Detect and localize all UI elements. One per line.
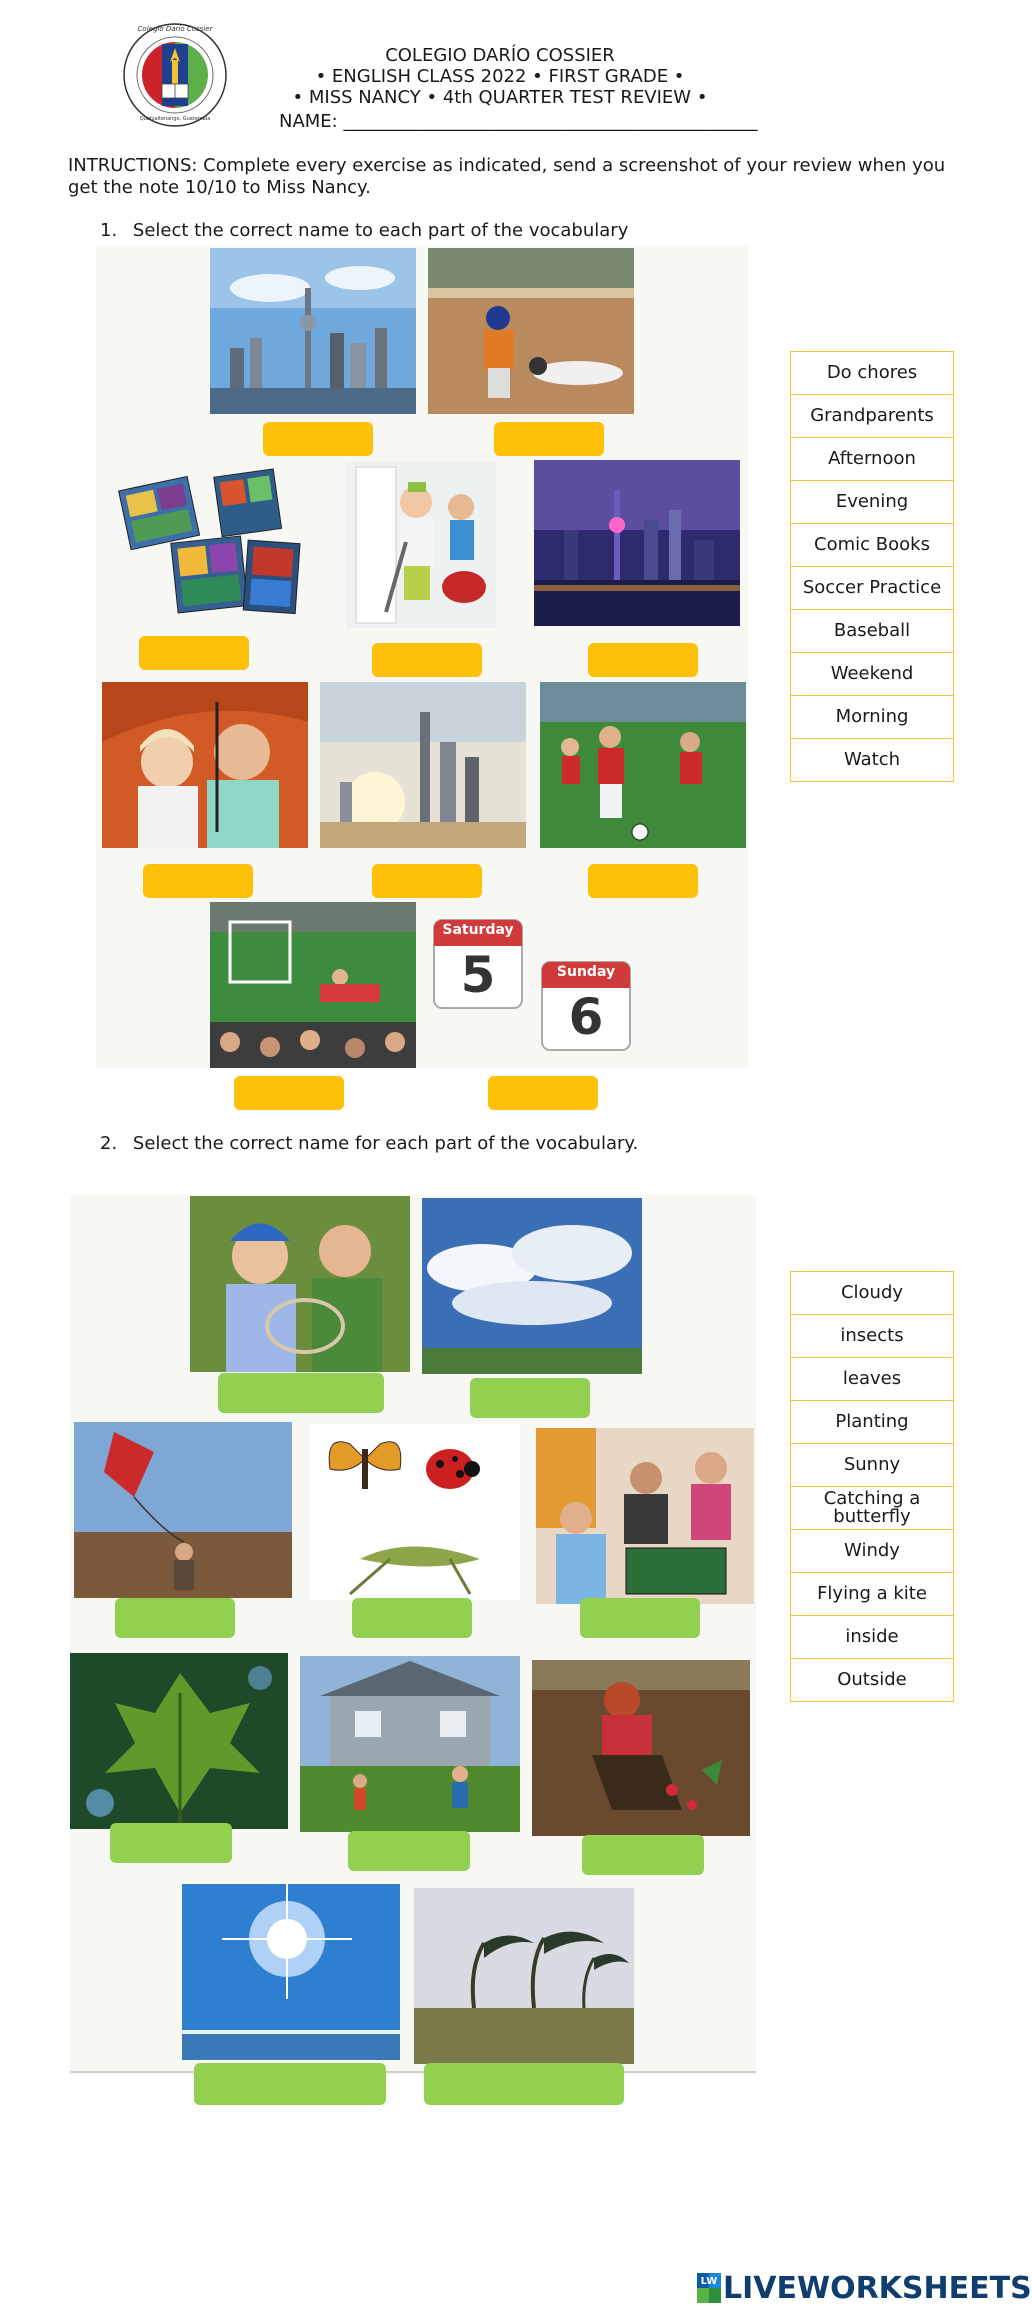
answer-slot-1-5[interactable]: [588, 643, 698, 677]
section1-prompt-text: Select the correct name to each part of the vocabulary: [132, 220, 629, 241]
answer-slot-2-8[interactable]: [582, 1835, 704, 1875]
word-bank-2-option[interactable]: inside: [791, 1616, 953, 1659]
logo-caption: [122, 22, 228, 128]
answer-slot-2-1[interactable]: [218, 1373, 384, 1413]
name-label: NAME:: [279, 111, 344, 132]
section1-prompt: [100, 220, 700, 241]
answer-slot-1-6[interactable]: [143, 864, 253, 898]
word-bank-1-option[interactable]: Do chores: [791, 352, 953, 395]
photo-outside-yard: [300, 1656, 520, 1832]
section2-prompt-text: Select the correct name for each part of the vocabulary.: [132, 1133, 639, 1154]
photo-windy-palms: [414, 1888, 634, 2064]
word-bank-1-option[interactable]: Watch: [843, 749, 901, 770]
photo-soccer-match: [210, 902, 416, 1068]
school-name: COLEGIO DARÍO COSSIER: [385, 45, 615, 66]
calendar-saturday-num: 5: [460, 946, 496, 1004]
answer-slot-2-4[interactable]: [352, 1598, 472, 1638]
photo-inside-game: [536, 1428, 754, 1604]
answer-slot-1-1[interactable]: [263, 422, 373, 456]
word-bank-2-option[interactable]: Cloudy: [791, 1272, 953, 1315]
word-bank-2-option[interactable]: leaves: [791, 1358, 953, 1401]
word-bank-2-option[interactable]: Catching a butterfly: [791, 1487, 953, 1530]
word-bank-2-option[interactable]: insects: [791, 1315, 953, 1358]
word-bank-1-option[interactable]: Grandparents: [791, 395, 953, 438]
photo-catching-butterfly: [190, 1196, 410, 1372]
word-bank-2-option[interactable]: Sunny: [791, 1444, 953, 1487]
section2-scan-edge: [70, 2071, 756, 2073]
photo-flying-kite: [74, 1422, 292, 1598]
liveworksheets-brand: LIVEWORKSHEETS: [723, 2270, 1032, 2306]
answer-slot-2-5[interactable]: [580, 1598, 700, 1638]
calendar-sunday: [540, 960, 632, 1052]
header-block: [230, 45, 770, 108]
word-bank-2-option[interactable]: Windy: [791, 1530, 953, 1573]
word-bank-1-option[interactable]: Morning: [791, 696, 953, 739]
header-line-3: • MISS NANCY • 4th QUARTER TEST REVIEW •: [292, 87, 708, 108]
liveworksheets-logo[interactable]: [697, 2270, 1032, 2306]
word-bank-1-option[interactable]: Afternoon: [791, 438, 953, 481]
calendar-saturday: [432, 918, 524, 1010]
word-bank-1-option[interactable]: Evening: [791, 481, 953, 524]
answer-slot-2-9[interactable]: [194, 2063, 386, 2105]
photo-city-skyline: [210, 248, 416, 414]
photo-grandparents: [102, 682, 308, 848]
photo-planting: [532, 1660, 750, 1836]
photo-sunny-sky: [182, 1884, 400, 2060]
name-line[interactable]: ______________________________________________: [343, 111, 758, 132]
word-bank-1-option[interactable]: Weekend: [791, 653, 953, 696]
word-bank-1: [790, 351, 954, 782]
word-bank-1-option[interactable]: Comic Books: [791, 524, 953, 567]
header-line-2: • ENGLISH CLASS 2022 • FIRST GRADE •: [315, 66, 685, 87]
answer-slot-1-2[interactable]: [494, 422, 604, 456]
section2-number: 2.: [100, 1133, 118, 1154]
name-row: [279, 111, 759, 132]
photo-comic-books: [104, 462, 304, 620]
answer-slot-1-10[interactable]: [488, 1076, 598, 1110]
calendar-sunday-day: Sunday: [556, 964, 616, 980]
answer-slot-1-8[interactable]: [588, 864, 698, 898]
photo-sunrise-city: [320, 682, 526, 848]
answer-slot-1-3[interactable]: [139, 636, 249, 670]
answer-slot-2-10[interactable]: [424, 2063, 624, 2105]
word-bank-2-option[interactable]: Planting: [791, 1401, 953, 1444]
photo-soccer-practice: [540, 682, 746, 848]
liveworksheets-icon-letters: LW: [700, 2276, 718, 2287]
answer-slot-2-7[interactable]: [348, 1831, 470, 1871]
photo-baseball: [428, 248, 634, 414]
photo-cloudy-sky: [422, 1198, 642, 1374]
photo-insects: [310, 1424, 520, 1600]
logo-bottom-text: Quetzaltenango, Guatemala: [139, 116, 211, 122]
answer-slot-2-2[interactable]: [470, 1378, 590, 1418]
word-bank-2-option[interactable]: Flying a kite: [791, 1573, 953, 1616]
calendar-sunday-num: 6: [568, 988, 604, 1046]
calendar-saturday-day: Saturday: [442, 922, 514, 938]
answer-slot-2-3[interactable]: [115, 1598, 235, 1638]
photo-leaves: [70, 1653, 288, 1829]
section2-prompt: [100, 1133, 800, 1154]
word-bank-2-option[interactable]: Outside: [837, 1669, 907, 1690]
answer-slot-2-6[interactable]: [110, 1823, 232, 1863]
photo-evening-city: [534, 460, 740, 626]
instructions: INTRUCTIONS: Complete every exercise as indicated, send a screenshot of your review when you get the note 10/10 to Miss Nancy.: [68, 155, 946, 198]
answer-slot-1-7[interactable]: [372, 864, 482, 898]
word-bank-1-option[interactable]: Baseball: [791, 610, 953, 653]
word-bank-1-option[interactable]: Soccer Practice: [791, 567, 953, 610]
photo-do-chores: [346, 462, 496, 628]
word-bank-2: [790, 1271, 954, 1702]
answer-slot-1-9[interactable]: [234, 1076, 344, 1110]
logo-top-text: Colegio Darío Cossier: [137, 25, 213, 33]
section1-number: 1.: [100, 220, 118, 241]
answer-slot-1-4[interactable]: [372, 643, 482, 677]
